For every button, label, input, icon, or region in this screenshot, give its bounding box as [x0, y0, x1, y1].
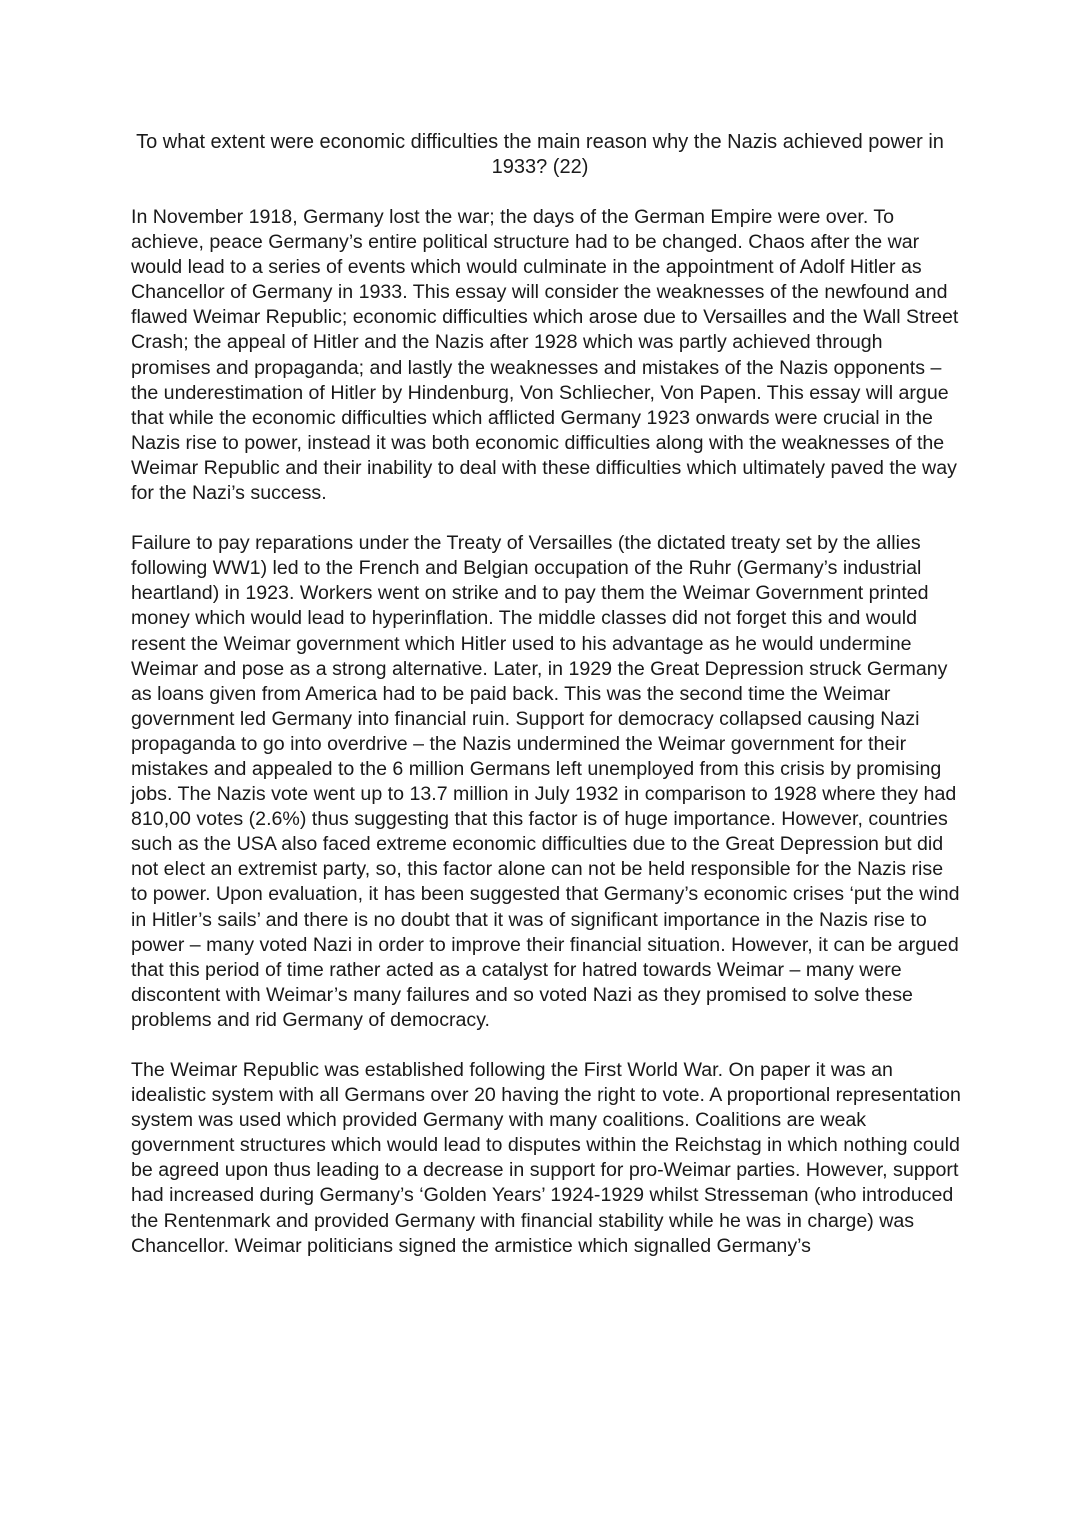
paragraph-introduction: In November 1918, Germany lost the war; the days of the German Empire were over. To achieve, peace Germany’s entire political structure had to be changed. Chaos after the war would lead to a series of events which would culminate in the appointment of Adolf Hitler as Chancellor of Germany in 1933. This essay will consider the weaknesses of the newfound and flawed Weimar Republic; economic difficulties which arose due to Versailles and the Wall Street Crash; the appeal of Hitler and the Nazis after 1928 which was partly achieved through promises and propaganda; and lastly the weaknesses and mistakes of the Nazis opponents – the underestimation of Hitler by Hindenburg, Von Schliecher, Von Papen. This essay will argue that while the economic difficulties which afflicted Germany 1923 onwards were crucial in the Nazis rise to power, instead it was both economic difficulties along with the weaknesses of the Weimar Republic and their inability to deal with these difficulties which ultimately paved the way for the Nazi’s success.	[131, 206, 959, 505]
paragraph-economic-difficulties: Failure to pay reparations under the Treaty of Versailles (the dictated treaty set by the allies following WW1) led to the French and Belgian occupation of the Ruhr (Germany’s industrial heartland) in 1923. Workers went on strike and to pay them the Weimar Government printed money which would lead to hyperinflation. The middle classes did not forget this and would resent the Weimar government which Hitler used to his advantage as he would undermine Weimar and pose as a strong alternative. Later, in 1929 the Great Depression struck Germany as loans given from America had to be paid back. This was the second time the Weimar government led Germany into financial ruin. Support for democracy collapsed causing Nazi propaganda to go into overdrive – the Nazis undermined the Weimar government for their mistakes and appealed to the 6 million Germans left unemployed from this crisis by promising jobs. The Nazis vote went up to 13.7 million in July 1932 in comparison to 1928 where they had 810,00 votes (2.6%) thus suggesting that this factor is of huge importance. However, countries such as the USA also faced extreme economic difficulties due to the Great Depression but did not elect an extremist party, so, this factor alone can not be held responsible for the Nazis rise to power. Upon evaluation, it has been suggested that Germany’s economic crises ‘put the wind in Hitler’s sails’ and there is no doubt that it was of significant importance in the Nazis rise to power – many voted Nazi in order to improve their financial situation. However, it can be argued that this period of time rather acted as a catalyst for hatred towards Weimar – many were discontent with Weimar’s many failures and so voted Nazi as they promised to solve these problems and rid Germany of democracy.	[131, 532, 960, 1031]
paragraph-weimar-republic: The Weimar Republic was established following the First World War. On paper it was an idealistic system with all Germans over 20 having the right to vote. A proportional representation system was used which provided Germany with many coalitions. Coalitions are weak government structures which would lead to disputes within the Reichstag in which nothing could be agreed upon thus leading to a decrease in support for pro-Weimar parties. However, support had increased during Germany’s ‘Golden Years’ 1924-1929 whilst Stresseman (who introduced the Rentenmark and provided Germany with financial stability while he was in charge) was Chancellor. Weimar politicians signed the armistice which signalled Germany’s	[131, 1059, 961, 1257]
essay-title: To what extent were economic difficulties the main reason why the Nazis achieved power in 1933? (22)	[136, 131, 944, 178]
essay-body	[131, 205, 961, 1284]
